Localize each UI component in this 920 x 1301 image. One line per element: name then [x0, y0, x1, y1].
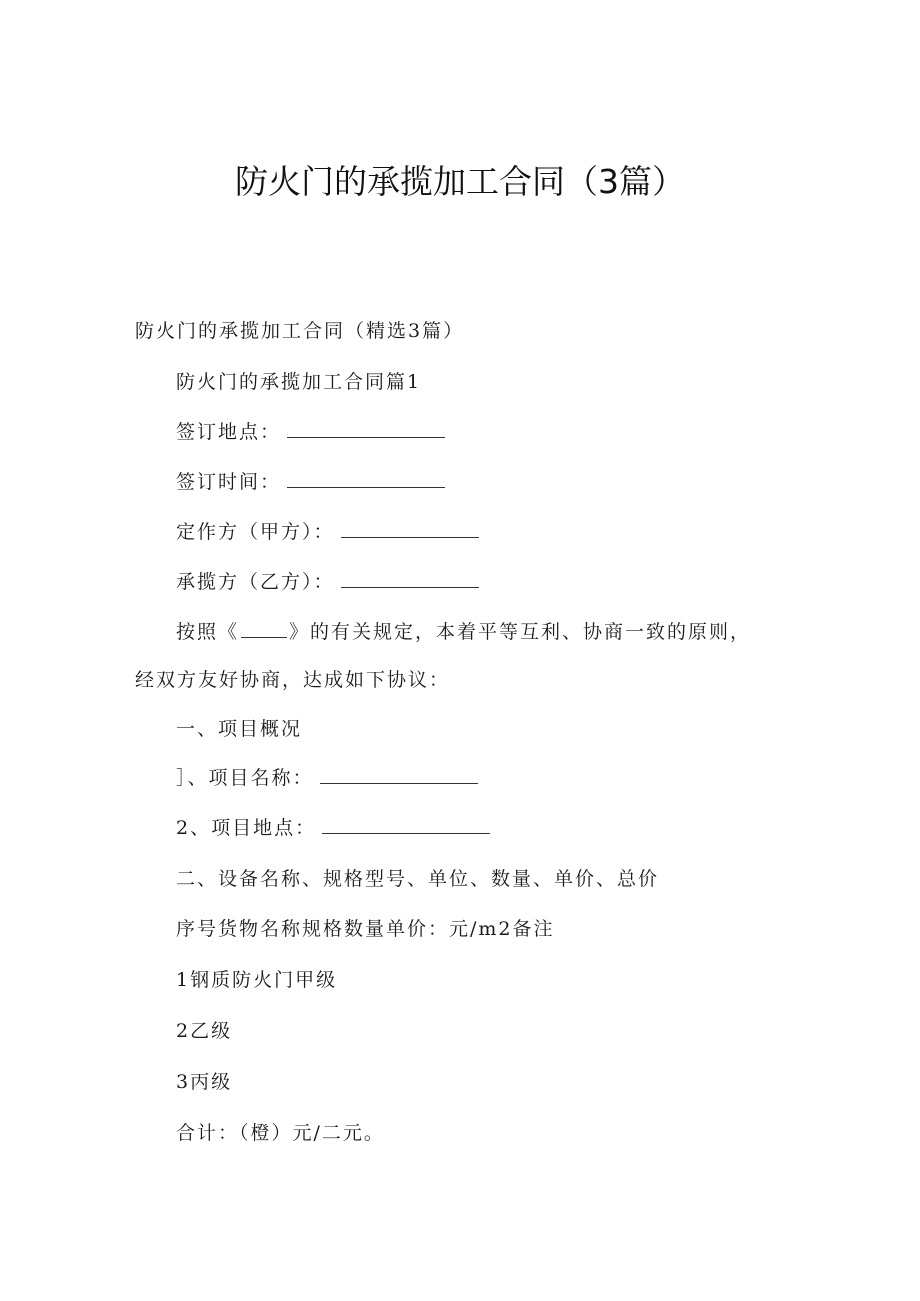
- party-a-blank: [341, 519, 479, 538]
- preamble-line-2: 经双方友好协商，达成如下协议：: [135, 669, 451, 691]
- total-row: 合计：（橙）元/二元。: [176, 1122, 385, 1144]
- party-b-blank: [341, 569, 479, 588]
- party-a-row: [176, 519, 479, 545]
- project-place-label: 2、项目地点：: [176, 817, 317, 839]
- party-a-label: 定作方（甲方）：: [176, 521, 335, 543]
- project-name-blank: [320, 765, 478, 784]
- section1-heading: 一、项目概况: [176, 718, 303, 740]
- document-subtitle: 防火门的承揽加工合同（精选3篇）: [135, 320, 465, 342]
- sign-place-label: 签订地点：: [176, 421, 282, 443]
- preamble-part1-before: 按照《: [176, 621, 240, 643]
- project-name-row: [176, 765, 478, 791]
- preamble-line-1: [176, 619, 751, 645]
- sign-time-blank: [287, 469, 445, 488]
- section2-heading: 二、设备名称、规格型号、单位、数量、单价、总价: [176, 868, 660, 890]
- sign-time-label: 签订时间：: [176, 471, 282, 493]
- table-row: 3丙级: [176, 1071, 233, 1093]
- section-heading: 防火门的承揽加工合同篇1: [176, 371, 422, 393]
- table-row: 1钢质防火门甲级: [176, 969, 338, 991]
- table-header: 序号货物名称规格数量单价：元/m2备注: [176, 918, 555, 940]
- preamble-part1-after: 》的有关规定，本着平等互利、协商一致的原则，: [289, 621, 752, 643]
- party-b-label: 承揽方（乙方）：: [176, 571, 335, 593]
- table-row: 2乙级: [176, 1020, 233, 1042]
- document-title: 防火门的承揽加工合同（3篇）: [235, 162, 685, 201]
- sign-place-row: [176, 419, 445, 445]
- sign-place-blank: [287, 419, 445, 438]
- regulation-blank: [241, 619, 287, 638]
- party-b-row: [176, 569, 479, 595]
- project-place-blank: [322, 815, 490, 834]
- project-name-label: ］、项目名称：: [176, 767, 314, 789]
- project-place-row: [176, 815, 490, 841]
- sign-time-row: [176, 469, 445, 495]
